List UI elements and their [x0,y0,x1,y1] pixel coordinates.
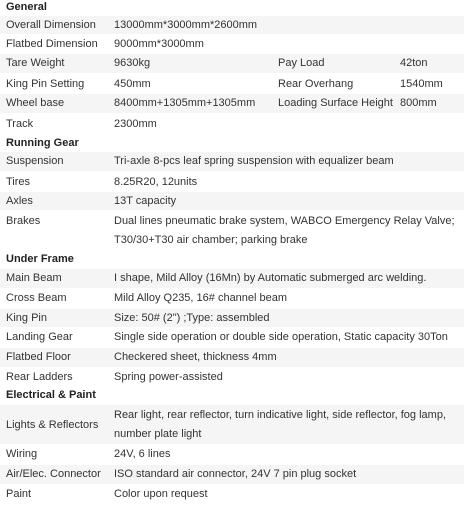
section-title: General [6,1,47,13]
spec-value: 24V, 6 lines [114,448,171,460]
spec-value: Single side operation or double side operation, Static capacity 30Ton [114,331,448,343]
spec-row-suspension [0,152,464,172]
spec-row-flatbed-floor [0,348,464,368]
spec-value: Size: 50# (2") ;Type: assembled [114,312,270,324]
spec-value: Color upon request [114,488,208,500]
spec-row-king-pin-setting [0,74,464,94]
spec-label: Loading Surface Height [278,97,393,109]
spec-label: Air/Elec. Connector [6,468,101,480]
section-header-under-frame [0,251,464,269]
spec-row-rear-ladders [0,368,464,387]
spec-label: Paint [6,488,32,500]
spec-row-air-elec-connector [0,465,464,485]
section-header-electrical-paint [0,387,464,405]
section-header-general [0,0,464,16]
spec-row-tires [0,172,464,192]
spec-row-tare-weight [0,54,464,74]
spec-label: Lights & Reflectors [6,419,99,431]
spec-value: 13T capacity [114,195,177,207]
spec-row-axles [0,192,464,211]
spec-label: King Pin [6,312,47,324]
spec-value: 8.25R20, 12units [114,176,198,188]
spec-label: Overall Dimension [6,19,96,31]
spec-row-landing-gear [0,328,464,348]
spec-value: Mild Alloy Q235, 16# channel beam [114,292,288,304]
spec-row-main-beam [0,269,464,289]
spec-row-overall-dimension [0,16,464,35]
spec-label: Brakes [6,215,41,227]
spec-value: 13000mm*3000mm*2600mm [114,19,258,31]
spec-value-continued: T30/30+T30 air chamber; parking brake [114,234,308,246]
section-title: Electrical & Paint [6,389,96,401]
spec-value: 800mm [400,97,437,109]
spec-row-flatbed-dimension [0,35,464,54]
spec-value: ISO standard air connector, 24V 7 pin plug socket [114,468,357,480]
section-header-running-gear [0,134,464,152]
spec-value: I shape, Mild Alloy (16Mn) by Automatic submerged arc welding. [114,272,427,284]
spec-value: 2300mm [114,118,157,130]
spec-label: Tare Weight [6,57,65,69]
spec-label: Landing Gear [6,331,73,343]
spec-label: Wiring [6,448,38,460]
spec-label: Flatbed Floor [6,351,71,363]
spec-label: Rear Ladders [6,371,73,383]
spec-row-lights-reflectors [0,405,464,445]
spec-value: 8400mm+1305mm+1305mm [114,97,256,109]
spec-label: Pay Load [278,57,325,69]
spec-label: Track [6,118,34,130]
spec-value: Dual lines pneumatic brake system, WABCO Emergency Relay Valve; [114,215,455,227]
spec-value-continued: number plate light [114,428,202,440]
spec-row-track [0,114,464,134]
spec-value: 42ton [400,57,428,69]
spec-label: Main Beam [6,272,62,284]
spec-value: 9630kg [114,57,151,69]
section-title: Running Gear [6,137,79,149]
spec-row-king-pin [0,309,464,328]
spec-value: 9000mm*3000mm [114,38,204,50]
spec-value: Rear light, rear reflector, turn indicative light, side reflector, fog lamp, [114,409,446,421]
spec-label: Wheel base [6,97,65,109]
spec-row-wiring [0,445,464,465]
spec-row-cross-beam [0,289,464,309]
section-title: Under Frame [6,253,74,265]
spec-row-paint [0,485,464,505]
spec-label: Suspension [6,155,64,167]
spec-value: Spring power-assisted [114,371,223,383]
spec-value: 450mm [114,78,151,90]
spec-row-wheel-base [0,94,464,114]
spec-value: Checkered sheet, thickness 4mm [114,351,277,363]
spec-label: Cross Beam [6,292,67,304]
spec-value: Tri-axle 8-pcs leaf spring suspension with equalizer beam [114,155,394,167]
spec-value: 1540mm [400,78,443,90]
spec-label: Tires [6,176,31,188]
spec-row-brakes [0,211,464,251]
spec-label: Flatbed Dimension [6,38,98,50]
spec-label: King Pin Setting [6,78,85,90]
spec-label: Axles [6,195,33,207]
spec-label: Rear Overhang [278,78,354,90]
